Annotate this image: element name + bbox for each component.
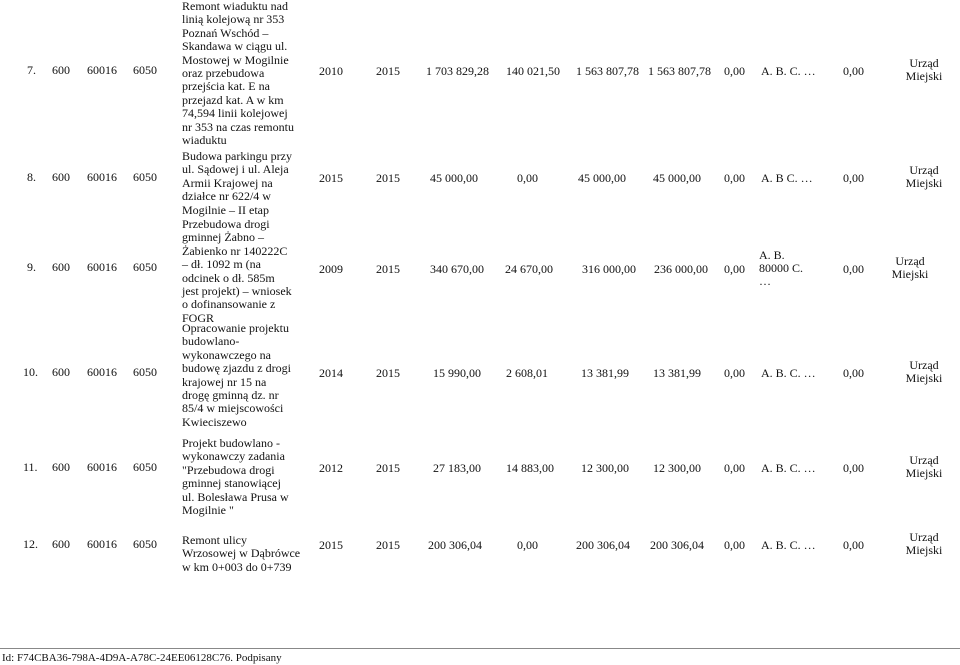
spent-to-date: 24 670,00	[505, 262, 553, 276]
value-2: 0,00	[843, 461, 864, 475]
remaining: 316 000,00	[582, 262, 636, 276]
row-number: 8.	[27, 170, 36, 184]
spent-to-date: 14 883,00	[506, 461, 554, 475]
year-to: 2015	[376, 538, 400, 552]
year-from: 2009	[319, 262, 343, 276]
year-from: 2012	[319, 461, 343, 475]
table-row	[0, 530, 960, 576]
year-to: 2015	[376, 64, 400, 78]
year-to: 2015	[376, 171, 400, 185]
dzial: 600	[52, 537, 70, 551]
dzial: 600	[52, 460, 70, 474]
funding-sources: A. B. C. …	[761, 461, 816, 475]
task-description: Projekt budowlano - wykonawczy zadania "Przebudowa drogi gminnej stanowiącej ul. Bolesława Prusa w Mogilnie "	[182, 436, 289, 518]
limit: 200 306,04	[650, 538, 704, 552]
value-1: 0,00	[724, 171, 745, 185]
paragraf: 6050	[133, 260, 157, 274]
dzial: 600	[52, 260, 70, 274]
value-2: 0,00	[843, 64, 864, 78]
task-description: Budowa parkingu przy ul. Sądowej i ul. Aleja Armii Krajowej na działce nr 622/4 w Mogilnie – II etap	[182, 149, 292, 217]
row-number: 10.	[23, 365, 38, 379]
value-2: 0,00	[843, 262, 864, 276]
rozdzial: 60016	[87, 170, 117, 184]
remaining: 45 000,00	[578, 171, 626, 185]
rozdzial: 60016	[87, 63, 117, 77]
total-cost: 45 000,00	[430, 171, 478, 185]
year-from: 2015	[319, 171, 343, 185]
spent-to-date: 140 021,50	[506, 64, 560, 78]
year-to: 2015	[376, 262, 400, 276]
limit: 1 563 807,78	[648, 64, 711, 78]
value-1: 0,00	[724, 461, 745, 475]
responsible-unit: Urząd Miejski	[905, 453, 943, 480]
responsible-unit: Urząd Miejski	[891, 254, 929, 281]
total-cost: 15 990,00	[433, 366, 481, 380]
limit: 45 000,00	[653, 171, 701, 185]
spent-to-date: 0,00	[517, 171, 538, 185]
spent-to-date: 0,00	[517, 538, 538, 552]
table-row	[0, 437, 960, 517]
task-description: Przebudowa drogi gminnej Żabno – Żabienko nr 140222C – dł. 1092 m (na odcinek o dł. 585m jest projekt) – wniosek o dofinansowanie z FOGR	[182, 217, 292, 325]
paragraf: 6050	[133, 63, 157, 77]
year-from: 2014	[319, 366, 343, 380]
value-2: 0,00	[843, 366, 864, 380]
remaining: 13 381,99	[581, 366, 629, 380]
value-2: 0,00	[843, 538, 864, 552]
row-number: 12.	[23, 537, 38, 551]
remaining: 200 306,04	[576, 538, 630, 552]
rozdzial: 60016	[87, 365, 117, 379]
value-1: 0,00	[724, 366, 745, 380]
row-number: 9.	[27, 260, 36, 274]
paragraf: 6050	[133, 537, 157, 551]
remaining: 1 563 807,78	[576, 64, 639, 78]
value-2: 0,00	[843, 171, 864, 185]
value-1: 0,00	[724, 64, 745, 78]
dzial: 600	[52, 63, 70, 77]
year-to: 2015	[376, 366, 400, 380]
rozdzial: 60016	[87, 260, 117, 274]
task-description: Remont wiaduktu nad linią kolejową nr 353 Poznań Wschód – Skandawa w ciągu ul. Mostowej w Mogilnie oraz przebudowa przejścia kat. E na przejazd kat. A w km 74,594 linii kolejowej nr 353 na czas remontu wiaduktu	[182, 0, 294, 148]
total-cost: 27 183,00	[433, 461, 481, 475]
total-cost: 200 306,04	[428, 538, 482, 552]
limit: 236 000,00	[654, 262, 708, 276]
total-cost: 1 703 829,28	[426, 64, 489, 78]
rozdzial: 60016	[87, 460, 117, 474]
total-cost: 340 670,00	[430, 262, 484, 276]
row-number: 11.	[23, 460, 38, 474]
responsible-unit: Urząd Miejski	[905, 358, 943, 385]
responsible-unit: Urząd Miejski	[905, 530, 943, 557]
limit: 12 300,00	[653, 461, 701, 475]
dzial: 600	[52, 365, 70, 379]
footer-divider	[0, 648, 960, 649]
funding-sources: A. B. 80000 C. …	[759, 248, 804, 288]
table-row	[0, 149, 960, 217]
row-number: 7.	[27, 63, 36, 77]
value-1: 0,00	[724, 538, 745, 552]
remaining: 12 300,00	[581, 461, 629, 475]
spent-to-date: 2 608,01	[506, 366, 548, 380]
value-1: 0,00	[724, 262, 745, 276]
task-description: Remont ulicy Wrzosowej w Dąbrówce w km 0+003 do 0+739	[182, 533, 301, 574]
task-description: Opracowanie projektu budowlano-wykonawczego na budowę zjazdu z drogi krajowej nr 15 na drogę gminną dz. nr 85/4 w miejscowości Kwieciszewo	[182, 321, 291, 429]
table-row	[0, 217, 960, 325]
funding-sources: A. B. C. …	[761, 538, 816, 552]
rozdzial: 60016	[87, 537, 117, 551]
paragraf: 6050	[133, 460, 157, 474]
year-from: 2015	[319, 538, 343, 552]
year-to: 2015	[376, 461, 400, 475]
table-row	[0, 0, 960, 148]
funding-sources: A. B. C. …	[761, 64, 816, 78]
document-id-footer: Id: F74CBA36-798A-4D9A-A78C-24EE06128C76. Podpisany	[2, 652, 282, 664]
paragraf: 6050	[133, 365, 157, 379]
paragraf: 6050	[133, 170, 157, 184]
dzial: 600	[52, 170, 70, 184]
year-from: 2010	[319, 64, 343, 78]
funding-sources: A. B C. …	[761, 171, 813, 185]
table-row	[0, 321, 960, 429]
funding-sources: A. B. C. …	[761, 366, 816, 380]
responsible-unit: Urząd Miejski	[905, 56, 943, 83]
responsible-unit: Urząd Miejski	[905, 163, 943, 190]
limit: 13 381,99	[653, 366, 701, 380]
